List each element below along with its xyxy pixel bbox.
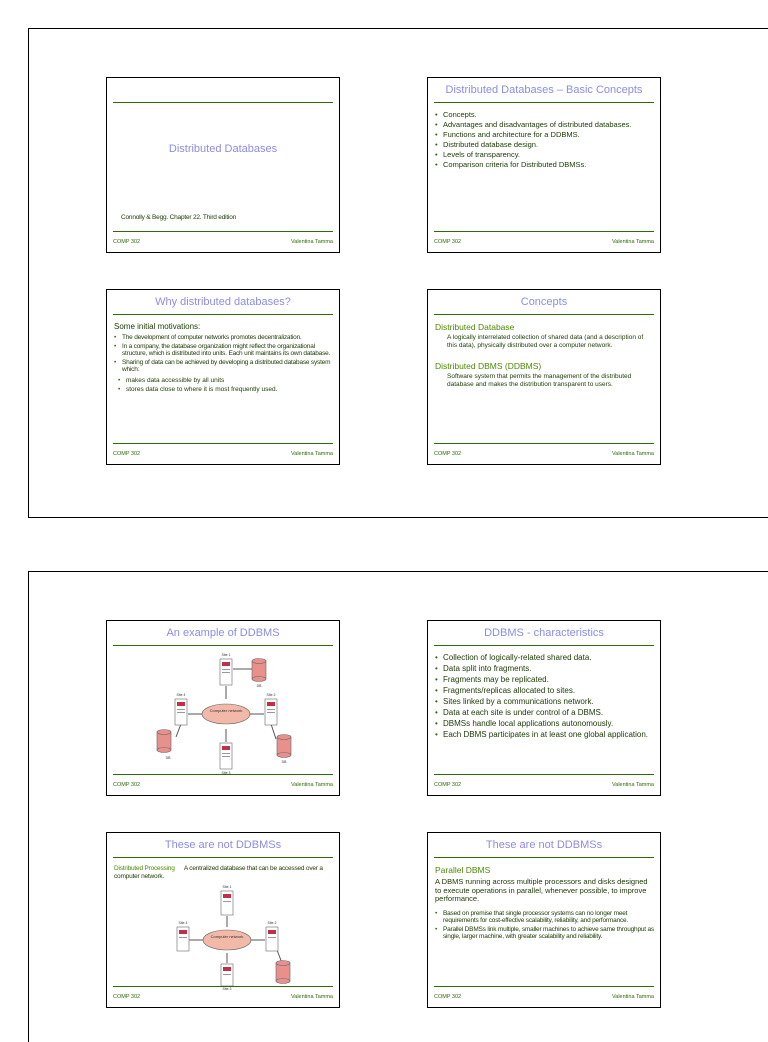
footer-author: Valentina Tamma [612,239,654,245]
workstation-icon [220,653,232,685]
divider [434,774,654,775]
divider [434,314,654,315]
footer-author: Valentina Tamma [291,994,333,1000]
list-item: • makes data accessible by all units [118,376,333,385]
footer-course: COMP 302 [434,782,462,788]
list-item: • Distributed database design. [435,140,654,149]
footer-author: Valentina Tamma [612,451,654,457]
footer-course: COMP 302 [434,994,462,1000]
list-item: • Data at each site is under control of a DBMS. [435,708,654,718]
site-label: Site 4 [178,921,188,925]
slide-why-distributed [106,289,340,465]
network-label: Computer network [209,708,243,713]
footer-author: Valentina Tamma [291,239,333,245]
list-item: • Levels of transparency. [435,150,654,159]
list-item: • Comparison criteria for Distributed DBMSs. [435,160,654,169]
divider [434,645,654,646]
list-item: • Sites linked by a communications network. [435,697,654,707]
site-label: Site 1 [222,885,232,889]
divider [434,857,654,858]
divider [113,857,333,858]
divider [113,443,333,444]
ddbms-network-diagram [151,649,301,775]
list-item: • Based on premise that single processor systems can no longer meet requirements for cost-effective scalability, reliability, and performance. [435,910,654,925]
term-heading: Parallel DBMS [435,865,491,875]
slide-not-ddbms-parallel [427,832,661,1008]
footer-author: Valentina Tamma [612,994,654,1000]
divider [113,231,333,232]
db-label: DB [281,760,287,764]
divider [113,102,333,103]
list-item: • Functions and architecture for a DDBMS. [435,130,654,139]
site-label: Site 3 [221,771,231,775]
footer-course: COMP 302 [113,451,141,457]
site-label: Site 1 [221,653,231,657]
database-icon [276,961,290,984]
footer-author: Valentina Tamma [291,451,333,457]
site-label: Site 2 [267,921,277,925]
list-item: • Fragments/replicas allocated to sites. [435,686,654,696]
slide-title-text: Distributed Databases – Basic Concepts [445,84,643,96]
footer-course: COMP 302 [113,782,141,788]
divider [113,314,333,315]
slide-subtitle: Connolly & Begg. Chapter 22. Third edition [121,214,237,221]
divider [113,774,333,775]
workstation-icon [177,921,189,951]
term-heading: Distributed Database [435,322,515,332]
divider [113,986,333,987]
workstation-icon [265,693,277,725]
distributed-processing-diagram [155,883,305,991]
workstation-icon [266,921,278,951]
bullet-list [435,110,654,169]
db-label: DB [165,756,171,760]
footer-author: Valentina Tamma [612,782,654,788]
site-label: Site 2 [266,693,276,697]
computer-network-icon [203,930,251,950]
slide-ddbms-characteristics [427,620,661,796]
list-item: • Fragments may be replicated. [435,675,654,685]
list-item: • stores data close to where it is most frequently used. [118,385,333,394]
database-icon [252,659,266,682]
divider [434,986,654,987]
term-heading: Distributed DBMS (DDBMS) [435,361,542,371]
footer-course: COMP 302 [113,239,141,245]
database-icon [157,730,171,753]
list-item: • Advantages and disadvantages of distributed databases. [435,120,654,129]
slide-basic-concepts [427,77,661,253]
slide-title-text: An example of DDBMS [166,627,280,639]
workstation-icon [175,693,187,725]
list-item: • Concepts. [435,110,654,119]
term-definition: A DBMS running across multiple processors and disks designed to execute operations in parallel, whenever possible, to improve performance. [435,877,648,903]
site-label: Site 4 [176,693,186,697]
term-definition: A centralized database that can be accessed over a computer network. [114,865,323,880]
slide-ddbms-example [106,620,340,796]
workstation-icon [221,885,233,915]
list-item: • DBMSs handle local applications autonomously. [435,719,654,729]
slide-not-ddbms-distributed-processing [106,832,340,1008]
slide-title-text: These are not DDBMSs [485,839,603,851]
term-definition: Software system that permits the management of the distributed database and makes the distribution transparent to users. [447,373,632,388]
slide-title-text: These are not DDBMSs [164,839,282,851]
intro-text: Some initial motivations: [114,322,201,331]
list-item: • Parallel DBMSs link multiple, smaller machines to achieve same throughput as single, larger machine, with greater scalability and reliability. [435,926,654,941]
divider [434,102,654,103]
network-label: Computer network [210,934,244,939]
bullet-list [435,910,654,941]
list-item: • Data split into fragments. [435,664,654,674]
footer-course: COMP 302 [113,994,141,1000]
footer-course: COMP 302 [434,451,462,457]
slide-title-text: Concepts [520,296,568,308]
footer-author: Valentina Tamma [291,782,333,788]
db-label: DB [256,684,262,688]
list-item: • In a company, the database organization might reflect the organizational structure, which is distributed into units. Each unit maintains its own database. [114,343,333,358]
footer-course: COMP 302 [434,239,462,245]
list-item: • The development of computer networks promotes decentralization. [114,334,333,342]
site-label: Site 3 [222,987,232,991]
term-heading: Distributed Processing [114,865,175,872]
divider [434,443,654,444]
sub-bullet-list [118,376,333,394]
bullet-list [114,334,333,374]
database-icon [277,735,291,758]
divider [113,645,333,646]
term-definition: A logically interrelated collection of shared data (and a description of this data), physically distributed over a computer network. [447,334,644,349]
list-item: • Sharing of data can be achieved by developing a distributed database system which: [114,359,333,374]
slide-concepts [427,289,661,465]
bullet-list [435,653,654,740]
slide-title-text: DDBMS - characteristics [484,627,604,639]
slide-title-text: Distributed Databases [168,143,278,155]
slide-title-text: Why distributed databases? [155,296,291,308]
slide-title [106,77,340,253]
workstation-icon [220,743,232,775]
list-item: • Collection of logically-related shared data. [435,653,654,663]
divider [434,231,654,232]
computer-network-icon [202,704,250,724]
list-item: • Each DBMS participates in at least one global application. [435,730,654,740]
